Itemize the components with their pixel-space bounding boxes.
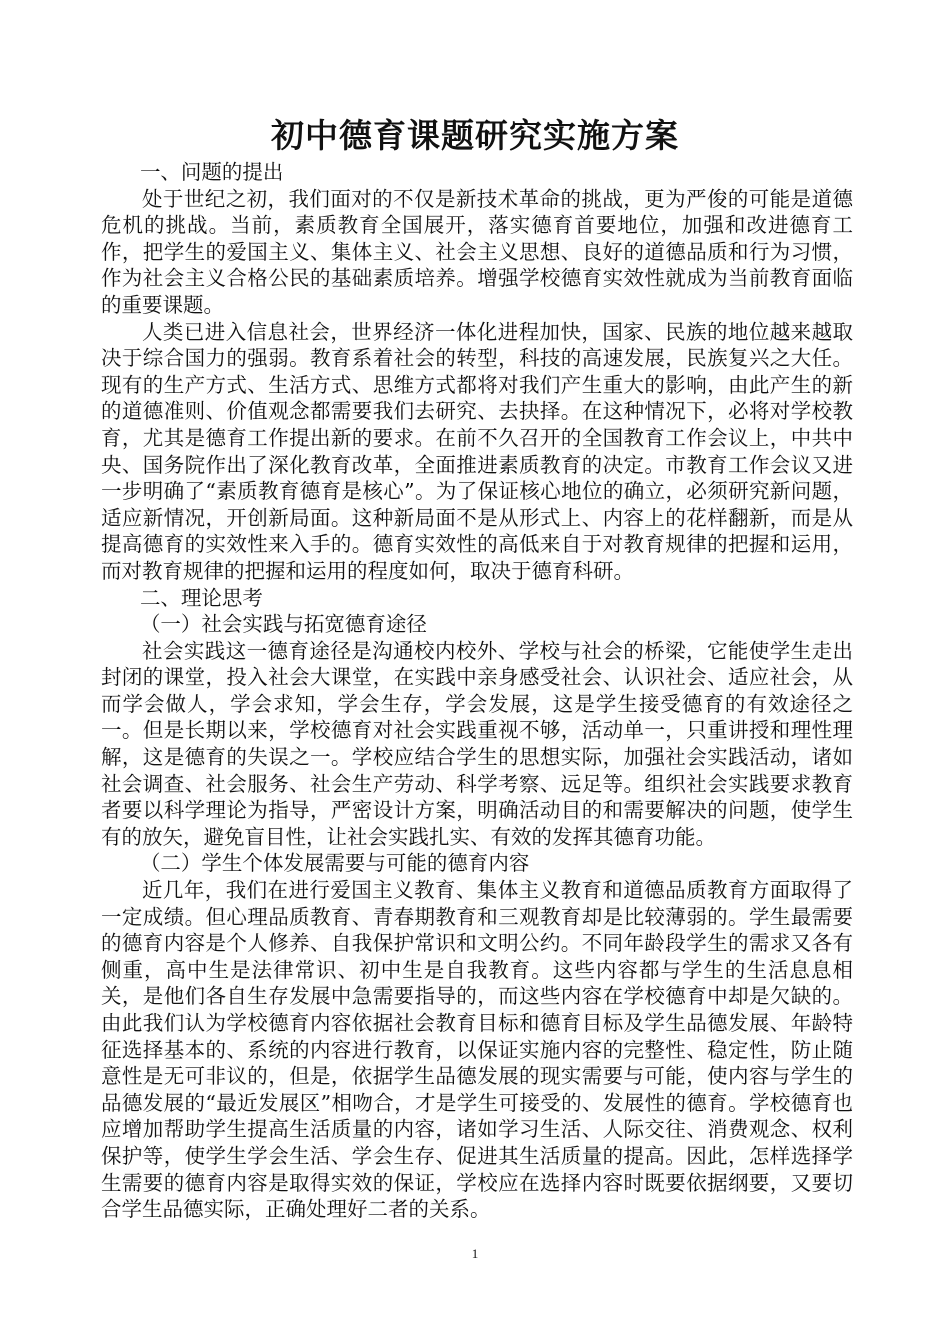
paragraph-student-development: 近几年，我们在进行爱国主义教育、集体主义教育和道德品质教育方面取得了一定成绩。但心理品质教育、青春期教育和三观教育却是比较薄弱的。学生最需要的德育内容是个人修养、自我保护常识和文明公约。不同年龄段学生的需求又各有侧重，高中生是法律常识、初中生是自我教育。这些内容都与学生的生活息息相关，是他们各自生存发展中急需要指导的，而这些内容在学校德育中却是欠缺的。由此我们认为学校德育内容依据社会教育目标和德育目标及学生品德发展、年龄特征选择基本的、系统的内容进行教育，以保证实施内容的完整性、稳定性，防止随意性是无可非议的，但是，依据学生品德发展的现实需要与可能，使内容与学生的品德发展的“最近发展区”相吻合，才是学生可接受的、发展性的德育。学校德育也应增加帮助学生提高生活质量的内容，诸如学习生活、人际交往、消费观念、权利保护等，使学生学会生活、学会生存、促进其生活质量的提高。因此，怎样选择学生需要的德育内容是取得实效的保证，学校应在选择内容时既要依据纲要，又要切合学生品德实际，正确处理好二者的关系。 (101, 878, 853, 1222)
section-heading-theory: 二、理论思考 (139, 585, 263, 610)
document-title: 初中德育课题研究实施方案 (271, 116, 679, 155)
document-body (101, 159, 853, 1223)
subsection-heading-social-practice: （一）社会实践与拓宽德育途径 (139, 612, 427, 637)
section-heading-problem: 一、问题的提出 (139, 160, 284, 184)
subsection-heading-student-development: （二）学生个体发展需要与可能的德育内容 (139, 851, 530, 876)
paragraph-information-society: 人类已进入信息社会，世界经济一体化进程加快，国家、民族的地位越来越取决于综合国力的强弱。教育系着社会的转型，科技的高速发展，民族复兴之大任。现有的生产方式、生活方式、思维方式都将对我们产生重大的影响，由此产生的新的道德准则、价值观念都需要我们去研究、去抉择。在这种情况下，必将对学校教育，尤其是德育工作提出新的要求。在前不久召开的全国教育工作会议上，中共中央、国务院作出了深化教育改革，全面推进素质教育的决定。市教育工作会议又进一步明确了“素质教育德育是核心”。为了保证核心地位的确立，必须研究新问题，适应新情况，开创新局面。这种新局面不是从形式上、内容上的花样翻新，而是从提高德育的实效性来入手的。德育实效性的高低来自于对教育规律的把握和运用，而对教育规律的把握和运用的程度如何，取决于德育科研。 (101, 319, 853, 583)
page-number: 1 (471, 1246, 479, 1261)
paragraph-background: 处于世纪之初，我们面对的不仅是新技术革命的挑战，更为严俊的可能是道德危机的挑战。当前，素质教育全国展开，落实德育首要地位，加强和改进德育工作，把学生的爱国主义、集体主义、社会主义思想、良好的道德品质和行为习惯，作为社会主义合格公民的基础素质培养。增强学校德育实效性就成为当前教育面临的重要课题。 (101, 186, 853, 317)
paragraph-social-practice: 社会实践这一德育途径是沟通校内校外、学校与社会的桥梁，它能使学生走出封闭的课堂，投入社会大课堂，在实践中亲身感受社会、认识社会、适应社会，从而学会做人，学会求知，学会生存，学会发展，这是学生接受德育的有效途径之一。但是长期以来，学校德育对社会实践重视不够，活动单一，只重讲授和理性理解，这是德育的失误之一。学校应结合学生的思想实际，加强社会实践活动，诸如社会调查、社会服务、社会生产劳动、科学考察、远足等。组织社会实践要求教育者要以科学理论为指导，严密设计方案，明确活动目的和需要解决的问题，使学生有的放矢，避免盲目性，让社会实践扎实、有效的发挥其德育功能。 (101, 638, 853, 849)
